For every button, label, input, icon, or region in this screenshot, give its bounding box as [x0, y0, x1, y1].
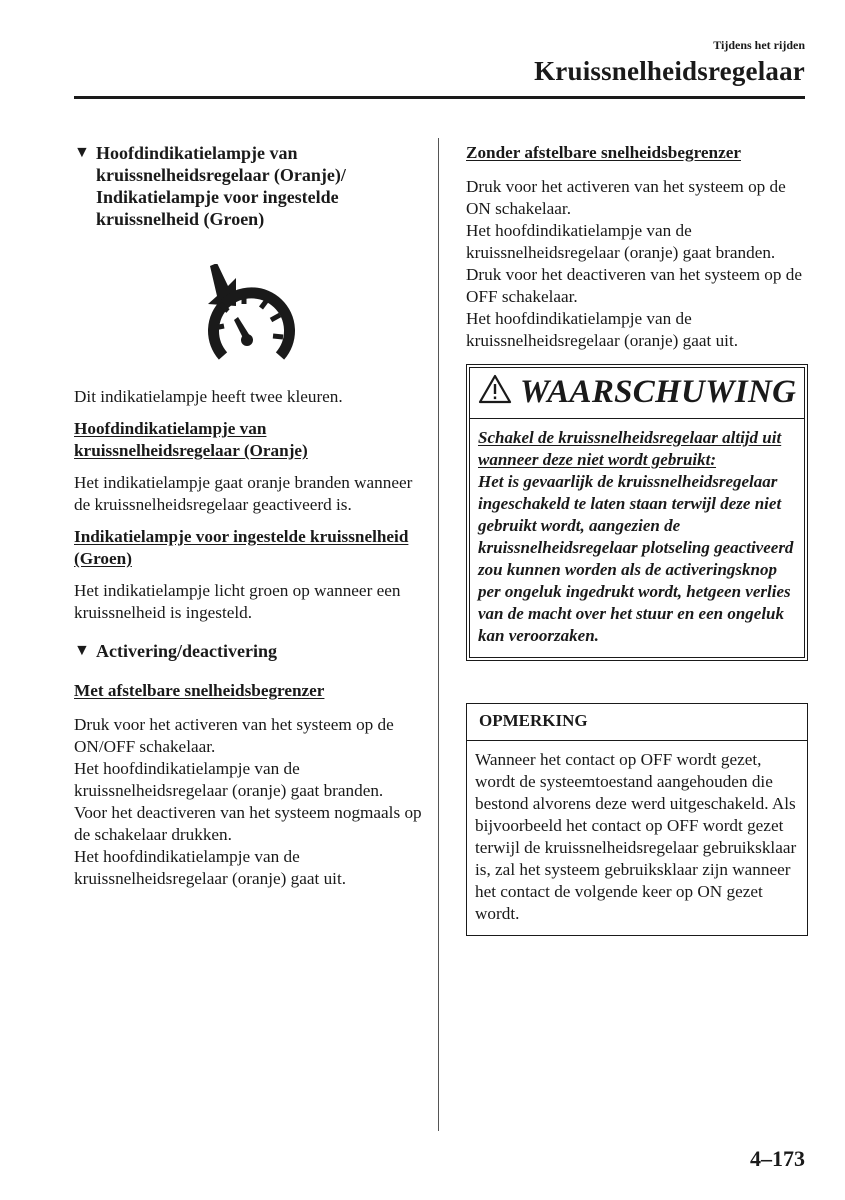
page-number: 4–173 — [750, 1146, 805, 1171]
with-limiter-line: Het hoofdindikatielampje van de kruissnelheidsregelaar (oranje) gaat uit. — [74, 847, 347, 888]
right-column — [466, 142, 808, 936]
warning-box — [466, 364, 808, 661]
heading-activation — [74, 640, 422, 662]
note-title: OPMERKING — [467, 704, 807, 741]
without-limiter-line: Druk voor het activeren van het systeem op de ON schakelaar. — [466, 177, 786, 218]
with-limiter-text — [74, 714, 422, 890]
note-text: Wanneer het contact op OFF wordt gezet, wordt de systeemtoestand aangehouden die bestond alvorens deze werd uitgeschakeld. Als bijvoorbeeld het contact op OFF wordt gezet terwijl de kruissnelheidsregelaar gebruiksklaar is, zal het systeem gebruiksklaar zijn wanneer het contact de volgende keer op ON gezet wordt. — [475, 750, 797, 923]
page-title: Kruissnelheidsregelaar — [534, 56, 805, 86]
green-text: Het indikatielampje licht groen op wanneer een kruissnelheid is ingesteld. — [74, 581, 401, 622]
subheading-green: Indikatielampje voor ingestelde kruissnelheid (Groen) — [74, 527, 409, 568]
with-limiter-line: Druk voor het activeren van het systeem op de ON/OFF schakelaar. — [74, 715, 394, 756]
down-triangle-icon: ▼ — [74, 642, 90, 659]
warning-subtitle: Schakel de kruissnelheidsregelaar altijd uit wanneer deze niet wordt gebruikt: — [478, 428, 782, 469]
without-limiter-line: Het hoofdindikatielampje van de kruissnelheidsregelaar (oranje) gaat uit. — [466, 309, 739, 350]
with-limiter-line: Het hoofdindikatielampje van de kruissnelheidsregelaar (oranje) gaat branden. — [74, 759, 384, 800]
without-limiter-text — [466, 176, 808, 352]
heading-indicator-lamps-text: Hoofdindikatielampje van kruissnelheidsregelaar (Oranje)/ Indikatielampje voor ingestelde kruissnelheid (Groen) — [96, 143, 346, 229]
warning-triangle-icon — [478, 374, 512, 410]
subheading-orange: Hoofdindikatielampje van kruissnelheidsregelaar (Oranje) — [74, 419, 308, 460]
heading-indicator-lamps — [74, 142, 422, 230]
subheading-without-limiter: Zonder afstelbare snelheidsbegrenzer — [466, 143, 741, 162]
column-divider — [438, 138, 439, 1131]
warning-title: WAARSCHUWING — [520, 374, 797, 410]
warning-header — [470, 368, 804, 419]
warning-body — [470, 419, 804, 657]
cruise-control-speedometer-icon — [200, 264, 296, 372]
left-column — [74, 142, 422, 890]
with-limiter-line: Voor het deactiveren van het systeem nogmaals op de schakelaar drukken. — [74, 803, 422, 844]
heading-activation-text: Activering/deactivering — [96, 641, 277, 661]
without-limiter-line: Het hoofdindikatielampje van de kruissnelheidsregelaar (oranje) gaat branden. — [466, 221, 776, 262]
down-triangle-icon: ▼ — [74, 144, 90, 161]
warning-text: Het is gevaarlijk de kruissnelheidsregelaar ingeschakeld te laten staan terwijl deze niet gebruikt wordt, aangezien de kruissnelheidsregelaar plotseling geactiveerd zou kunnen worden als de activeringsknop per ongeluk ingedrukt wordt, hetgeen verlies van de macht over het stuur en een ongeluk kan veroorzaken. — [478, 472, 794, 645]
intro-text: Dit indikatielampje heeft twee kleuren. — [74, 387, 343, 406]
orange-text: Het indikatielampje gaat oranje branden wanneer de kruissnelheidsregelaar geactiveerd is. — [74, 473, 413, 514]
header-rule — [74, 96, 805, 99]
section-label: Tijdens het rijden — [713, 38, 805, 52]
without-limiter-line: Druk voor het deactiveren van het systeem op de OFF schakelaar. — [466, 265, 802, 306]
subheading-with-limiter: Met afstelbare snelheidsbegrenzer — [74, 681, 325, 700]
note-box — [466, 703, 808, 936]
